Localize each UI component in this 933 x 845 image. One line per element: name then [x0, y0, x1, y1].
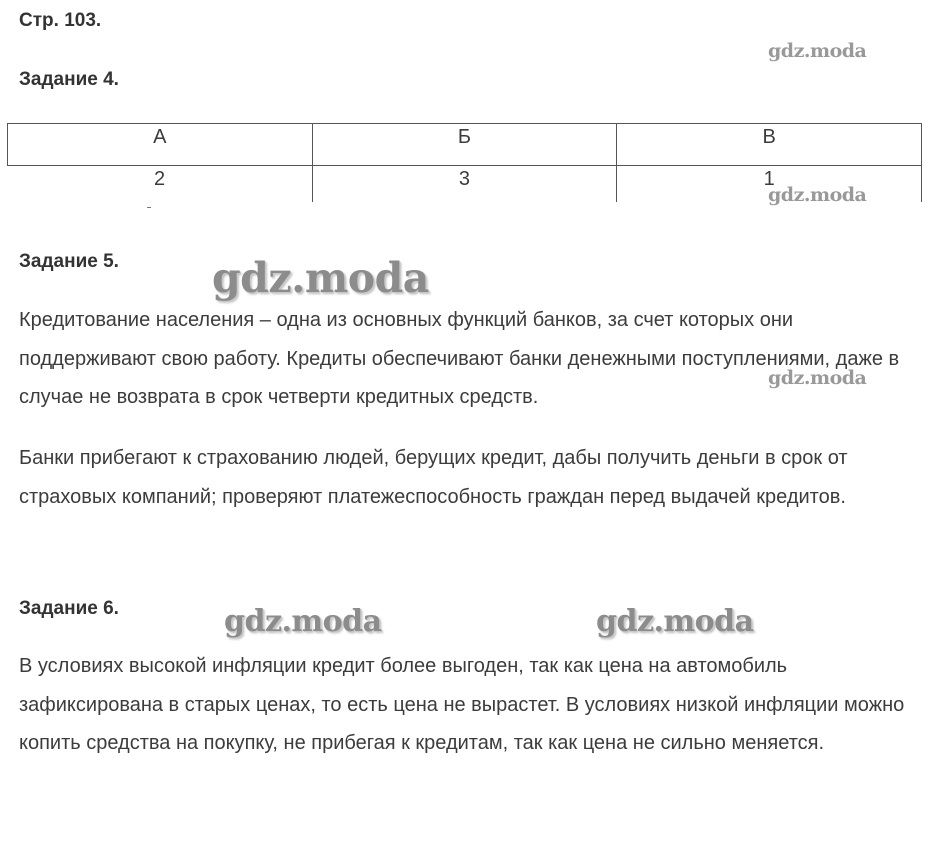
watermark-medium-right: gdz.moda	[596, 604, 754, 639]
page-reference: Стр. 103.	[19, 10, 102, 31]
answer-table-value-b: 3	[312, 166, 617, 203]
answer-table-header-v: В	[617, 124, 922, 166]
stray-mark	[147, 207, 151, 208]
task-6-paragraph: В условиях высокой инфляции кредит более выгоден, так как цена на автомобиль зафиксирована в старых ценах, то есть цена не вырастет. В условиях низкой инфляции можно копить средства на покупку, не прибегая к кредитам, так как цена не сильно меняется.	[19, 655, 905, 754]
watermark-medium-left: gdz.moda	[224, 604, 382, 639]
watermark: gdz.moda	[768, 40, 867, 62]
task-4-heading: Задание 4.	[19, 69, 119, 90]
watermark: gdz.moda	[768, 184, 867, 206]
answer-table-value-a: 2	[8, 166, 313, 203]
answer-table-header-row	[8, 124, 922, 166]
task-5-paragraph-1: Кредитование населения – одна из основных функций банков, за счет которых они поддерживают свою работу. Кредиты обеспечивают банки денежными поступлениями, даже в случае не возврата в срок четверти кредитных средств.	[19, 309, 900, 408]
task-5-heading: Задание 5.	[19, 251, 119, 272]
task-6-heading: Задание 6.	[19, 598, 119, 619]
watermark: gdz.moda	[768, 367, 867, 389]
answer-table-header-a: А	[8, 124, 313, 166]
task-5-paragraph-2: Банки прибегают к страхованию людей, берущих кредит, дабы получить деньги в срок от страховых компаний; проверяют платежеспособность граждан перед выдачей кредитов.	[19, 447, 848, 508]
answer-table-value-v: 1	[617, 166, 922, 203]
watermark-large: gdz.moda	[212, 254, 429, 302]
answer-table-header-b: Б	[312, 124, 617, 166]
